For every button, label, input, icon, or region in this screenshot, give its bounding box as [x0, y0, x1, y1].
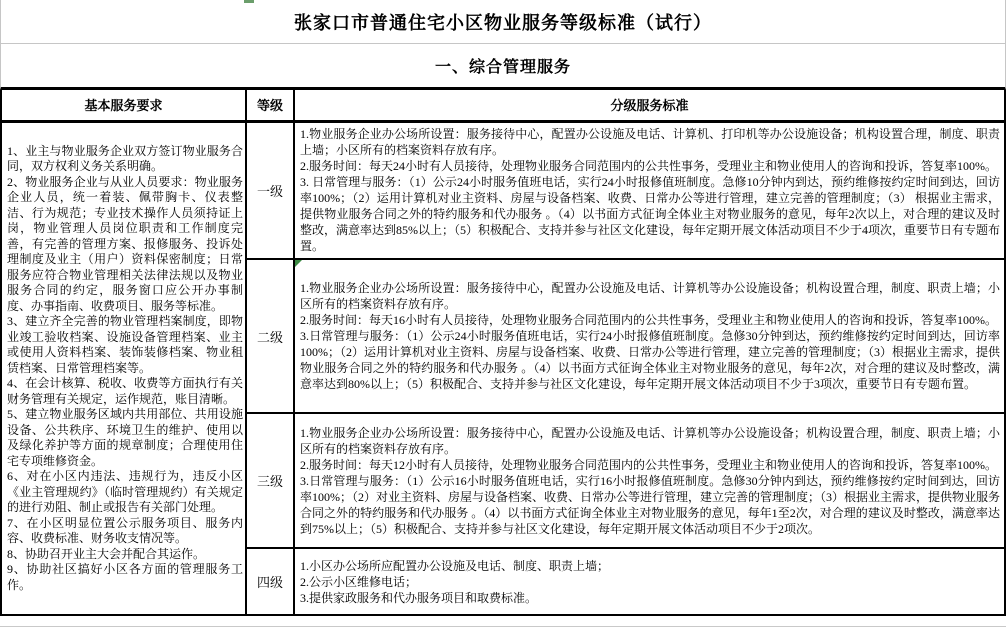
section-header-row [0, 44, 1006, 90]
grade-label-level-2: 二级 [246, 259, 294, 413]
text-line: 3.日常管理与服务：（1）公示16小时服务值班电话，实行16小时报修值班制度。急修30分钟内到达，预约维修按约定时间到达，回访率100%；（2）对业主资料、房屋与设备档案、收费、日常办公等进行管理，建立完善的管理制度；（3）根据业主需求，提供物业服务合同之外的特约服务和代办服务 。（4）以书面方式征询全体业主对物业服务的意见，每年1至2次，对合理的建议及时整改，满意率达到75%以上；（5）积极配合、支持并参与社区文化建设，每年定期开展文体活动项目不少于2项次。 [300, 473, 1001, 536]
col-header-standards: 分级服务标准 [294, 90, 1005, 121]
bottom-gridline [0, 626, 1006, 627]
standards-cell-level-4 [294, 548, 1005, 615]
text-line: 1.小区办公场所应配置办公设施及电话、制度、职责上墙； [300, 558, 610, 573]
text-line: 2.公示小区维修电话； [300, 574, 418, 589]
table-header-row [1, 90, 1005, 121]
text-line: 3.日常管理与服务：（1）公示24小时服务值班电话，实行24小时报修值班制度。急修30分钟到达，预约维修按约定时间到达，回访率100%；（2）运用计算机对业主资料、房屋与设备档案、收费、日常办公等进行管理，建立完善的管理制度；（3）根据业主需求，提供物业服务合同之外的特约服务和代办服务 。（4）以书面方式征询全体业主对物业服务的意见，每年2次，对合理的建议及时整改，满意率达到80%以上；（5）积极配合、支持并参与社区文化建设，每年定期开展文体活动项目不少于3项次，重要节日有专题布置。 [300, 329, 1001, 391]
basic-requirements-cell [1, 121, 246, 615]
grade-label-level-4: 四级 [246, 548, 294, 615]
text-line: 1.物业服务企业办公场所设置：服务接待中心，配置办公设施及电话、计算机等办公设施设备；机构设置合理，制度、职责上墙；小区所有的档案资料存放有序。 [300, 425, 1000, 456]
text-line: 3、建立齐全完善的物业管理档案制度，即物业竣工验收档案、设施设备管理档案、业主或使用人资料档案、装饰装修档案、物业租赁档案、日常管理档案等。 [7, 314, 243, 375]
table-row-level-1 [1, 121, 1005, 259]
page-title: 张家口市普通住宅小区物业服务等级标准（试行） [294, 12, 712, 33]
text-line: 2、物业服务企业与从业人员要求：物业服务企业人员，统一着装、佩带胸卡、仪表整洁、行为规范；专业技术操作人员须持证上岗，物业管理人员岗位职责和工作制度完善，有完善的管理方案、报修服务、投诉处理制度及业主（用户）资料保密制度；日常服务应符合物业管理相关法律法规以及物业服务合同的约定，服务窗口应公开办事制度、办事指南、收费项目、服务等标准。 [7, 174, 243, 313]
service-standards-table [0, 90, 1006, 616]
green-dash-marker [244, 0, 254, 3]
grade-label-level-3: 三级 [246, 413, 294, 548]
section-title: 一、综合管理服务 [434, 59, 571, 76]
text-line: 9、协助社区搞好小区各方面的管理服务工作。 [7, 562, 243, 592]
text-line: 2.服务时间：每天24小时有人员接待，处理物业服务合同范围内的公共性事务，受理业主和物业使用人的咨询和投诉，答复率100%。 [300, 159, 998, 174]
text-line: 3. 日常管理与服务：（1）公示24小时服务值班电话，实行24小时报修值班制度。急修10分钟内到达，预约维修按约定时间到达，回访率100%；（2）运用计算机对业主资料、房屋与设备档案、收费、日常办公等进行管理，建立完善的管理制度；（3） 根据业主需求，提供物业服务合同之外的特约服务和代办服务 。（4）以书面方式征询全体业主对物业服务的意见，每年2次以上，对合理的建议及时整改，满意率达到85%以上；（5）积极配合、支持并参与社区文化建设，每年定期开展文体活动项目不少于4项次，重要节日有专题布置。 [300, 175, 1001, 254]
col-header-grade: 等级 [246, 90, 294, 121]
text-line: 6、对在小区内违法、违规行为，违反小区《业主管理规约》（临时管理规约）有关规定的进行劝阻、制止或报告有关部门处理。 [7, 469, 243, 514]
text-line: 2.服务时间：每天16小时有人员接待，处理物业服务合同范围内的公共性事务，受理业主和物业使用人的咨询和投诉，答复率100%。 [300, 313, 998, 327]
text-line: 1、业主与物业服务企业双方签订物业服务合同，双方权利义务关系明确。 [7, 143, 243, 173]
standards-cell-level-1 [294, 121, 1005, 259]
text-line: 5、建立物业服务区域内共用部位、共用设施设备、公共秩序、环境卫生的维护、使用以及绿化养护等方面的规章制度；合理使用住宅专项维修资金。 [7, 407, 243, 468]
standards-cell-level-2 [294, 259, 1005, 413]
text-line: 2.服务时间：每天12小时有人员接待，处理物业服务合同范围内的公共性事务，受理业主和物业使用人的咨询和投诉，答复率100%。 [300, 457, 998, 472]
text-line: 8、协助召开业主大会并配合其运作。 [7, 546, 206, 561]
col-header-basic-requirements: 基本服务要求 [1, 90, 246, 121]
grade-label-level-1: 一级 [246, 121, 294, 259]
text-line: 4、在会计核算、税收、收费等方面执行有关财务管理有关规定，运作规范，账目清晰。 [7, 376, 243, 406]
cell-comment-marker-icon [295, 260, 302, 267]
text-line: 7、在小区明显位置公示服务项目、服务内容、收费标准、财务收支情况等。 [7, 515, 243, 545]
title-row [0, 0, 1006, 44]
text-line: 1.物业服务企业办公场所设置：服务接待中心，配置办公设施及电话、计算机等办公设施设备；机构设置合理，制度、职责上墙；小区所有的档案资料存放有序。 [300, 281, 1000, 311]
text-line: 3.提供家政服务和代办服务项目和取费标准。 [300, 590, 538, 605]
text-line: 1.物业服务企业办公场所设置：服务接待中心，配置办公设施及电话、计算机、打印机等办公设施设备；机构设置合理，制度、职责上墙；小区所有的档案资料存放有序。 [300, 127, 1000, 158]
standards-cell-level-3 [294, 413, 1005, 548]
